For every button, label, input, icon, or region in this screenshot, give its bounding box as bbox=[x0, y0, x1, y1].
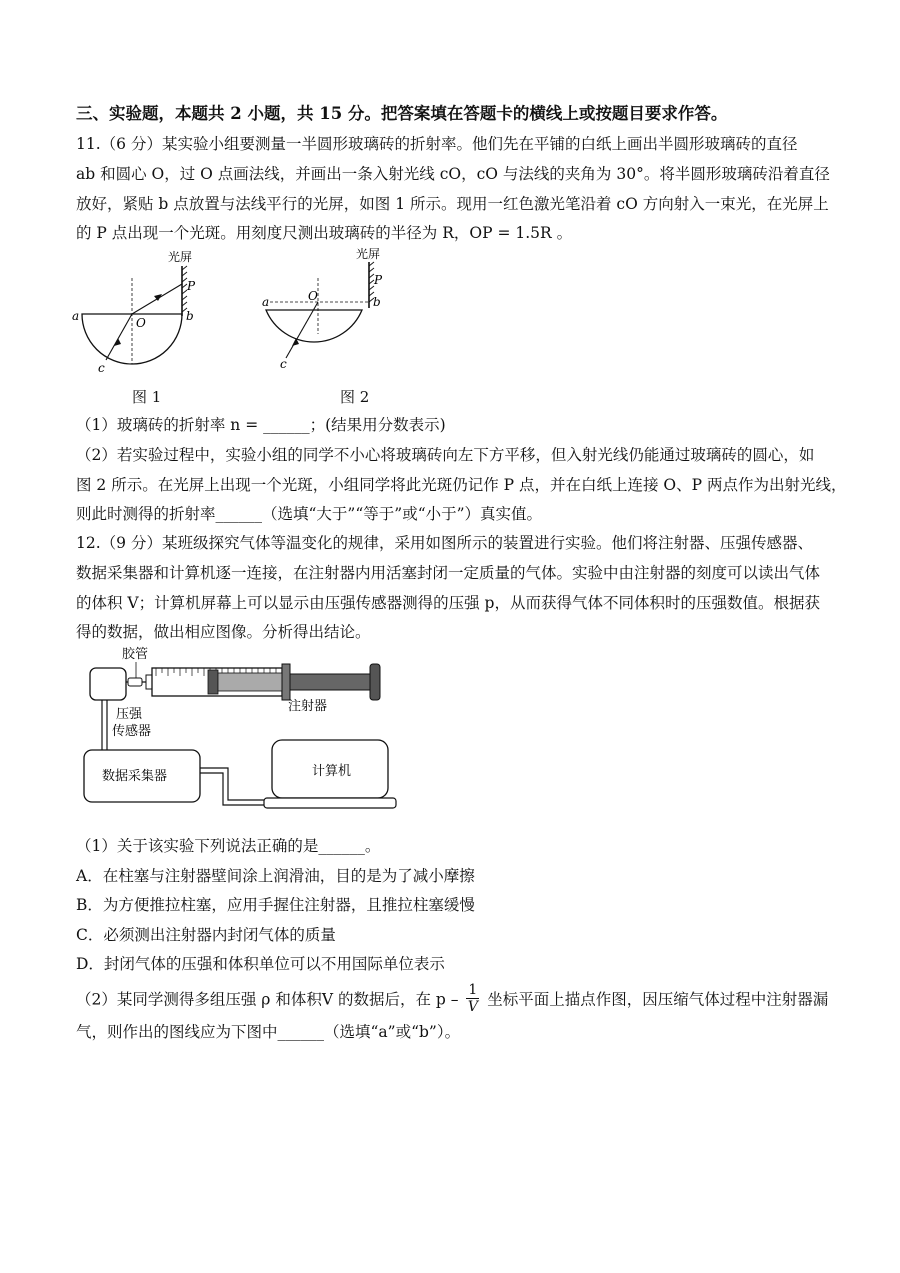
q12-option-c: C．必须测出注射器内封闭气体的质量 bbox=[76, 926, 336, 944]
q12-option-b: B．为方便推拉柱塞，应用手握住注射器，且推拉柱塞缓慢 bbox=[76, 896, 475, 914]
tube-label: 胶管 bbox=[122, 647, 149, 662]
q12-sub2-line-1 bbox=[76, 984, 828, 1017]
plunger-handle bbox=[370, 664, 380, 700]
apparatus-diagram bbox=[76, 640, 426, 815]
q11-sub2-line-1: （2）若实验过程中，实验小组的同学不小心将玻璃砖向左下方平移，但入射光线仍能通过玻璃砖的圆心，如 bbox=[76, 446, 815, 464]
collector-label: 数据采集器 bbox=[102, 769, 168, 784]
plunger-rod bbox=[290, 674, 370, 690]
q12-sub2-pre: （2）某同学测得多组压强 ρ 和体积V 的数据后，在 p – bbox=[76, 990, 459, 1009]
q12-sub1: （1）关于该实验下列说法正确的是______。 bbox=[76, 837, 381, 855]
q11-line-3: 放好，紧贴 b 点放置与法线平行的光屏，如图 1 所示。现用一红色激光笔沿着 cO 方向射入一束光，在光屏上 bbox=[76, 195, 829, 213]
figure-2 bbox=[256, 244, 396, 374]
fig2-label-b: b bbox=[373, 295, 381, 309]
q11-sub1: （1）玻璃砖的折射率 n = ______；(结果用分数表示) bbox=[76, 416, 446, 434]
q11-sub2-line-2: 图 2 所示。在光屏上出现一个光斑，小组同学将此光斑仍记作 P 点，并在白纸上连接 O、P 两点作为出射光线， bbox=[76, 476, 847, 494]
q11-line-4: 的 P 点出现一个光斑。用刻度尺测出玻璃砖的半径为 R，OP = 1.5R 。 bbox=[76, 224, 573, 242]
fraction-1-over-v bbox=[466, 982, 479, 1015]
fig1-label-O: O bbox=[136, 316, 146, 330]
pressure-sensor-box bbox=[90, 668, 126, 700]
fig2-label-O: O bbox=[308, 289, 318, 303]
q11-line-1: 11.（6 分）某实验小组要测量一半圆形玻璃砖的折射率。他们先在平铺的白纸上画出半圆形玻璃砖的直径 bbox=[76, 135, 798, 153]
fig2-label-c: c bbox=[280, 357, 287, 371]
fig1-screen-label: 光屏 bbox=[168, 250, 193, 264]
q12-line-3: 的体积 V；计算机屏幕上可以显示由压强传感器测得的压强 p，从而获得气体不同体积时的压强数值。根据获 bbox=[76, 594, 820, 612]
q11-line-2: ab 和圆心 O，过 O 点画法线，并画出一条入射光线 cO，cO 与法线的夹角为 30°。将半圆形玻璃砖沿着直径 bbox=[76, 165, 830, 183]
q11-sub2-line-3: 则此时测得的折射率______（选填“大于”“等于”或“小于”）真实值。 bbox=[76, 505, 543, 523]
sensor-label-line-2: 传感器 bbox=[112, 724, 152, 739]
q12-option-a: A．在柱塞与注射器壁间涂上润滑油，目的是为了减小摩擦 bbox=[76, 867, 475, 885]
fig1-label-c: c bbox=[98, 361, 105, 375]
q12-sub2-line-2: 气，则作出的图线应为下图中______（选填“a”或“b”）。 bbox=[76, 1023, 461, 1041]
fig2-caption: 图 2 bbox=[340, 388, 370, 406]
fig1-label-P: P bbox=[187, 279, 196, 293]
fraction-denominator: V bbox=[467, 999, 478, 1015]
fig1-label-a: a bbox=[72, 309, 80, 323]
q12-line-4: 得的数据，做出相应图像。分析得出结论。 bbox=[76, 623, 371, 641]
fig1-caption: 图 1 bbox=[132, 388, 162, 406]
fig2-label-P: P bbox=[374, 273, 383, 287]
syringe-label: 注射器 bbox=[288, 699, 328, 714]
q12-line-1: 12.（9 分）某班级探究气体等温变化的规律，采用如图所示的装置进行实验。他们将注射器、压强传感器、 bbox=[76, 534, 813, 552]
computer-label: 计算机 bbox=[312, 764, 352, 779]
figure-1 bbox=[66, 248, 226, 378]
fraction-numerator: 1 bbox=[468, 982, 478, 998]
fig2-screen-label: 光屏 bbox=[356, 247, 381, 261]
q12-line-2: 数据采集器和计算机逐一连接，在注射器内用活塞封闭一定质量的气体。实验中由注射器的刻度可以读出气体 bbox=[76, 564, 821, 582]
q12-sub2-post: 坐标平面上描点作图，因压缩气体过程中注射器漏 bbox=[487, 990, 829, 1009]
q12-option-d: D．封闭气体的压强和体积单位可以不用国际单位表示 bbox=[76, 955, 445, 973]
fig1-label-b: b bbox=[186, 309, 194, 323]
fig2-label-a: a bbox=[262, 295, 270, 309]
section-header: 三、实验题，本题共 2 小题，共 15 分。把答案填在答题卡的横线上或按题目要求作答。 bbox=[76, 104, 728, 123]
sensor-label-line-1: 压强 bbox=[116, 707, 143, 722]
